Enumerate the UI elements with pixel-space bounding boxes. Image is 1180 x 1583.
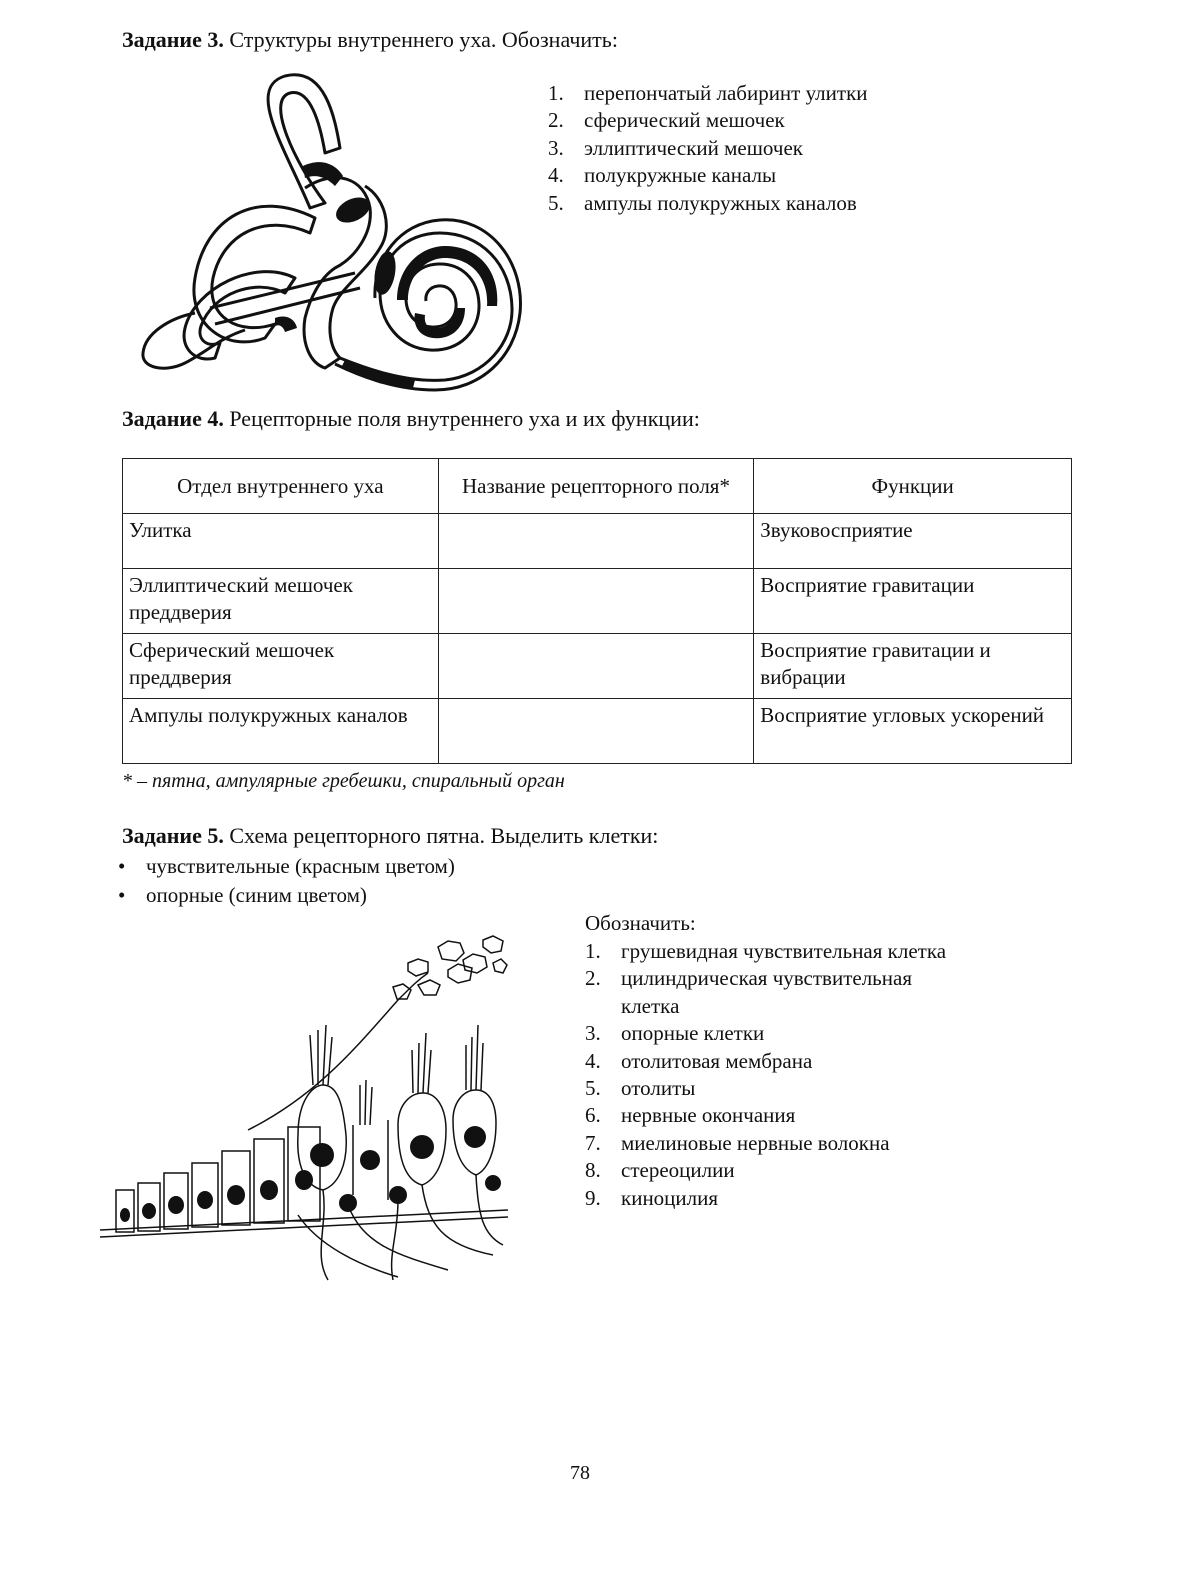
bullet-icon: • xyxy=(118,854,126,878)
table-cell-function: Восприятие гравитации xyxy=(754,569,1072,634)
list-item xyxy=(585,1020,1005,1047)
item-text: полукружные каналы xyxy=(584,163,777,188)
list-item xyxy=(585,938,1005,965)
item-number: 8. xyxy=(585,1158,601,1183)
table-cell-field-input[interactable] xyxy=(438,569,754,634)
page-number: 78 xyxy=(570,1462,590,1484)
item-text: отолитовая мембрана xyxy=(621,1048,813,1073)
bullet-text: опорные (синим цветом) xyxy=(146,883,367,907)
inner-ear-diagram xyxy=(135,68,520,388)
semicircular-canal-shape xyxy=(268,75,340,208)
task3-heading xyxy=(122,26,618,54)
hair-cell-nucleus xyxy=(310,1143,334,1167)
column-header: Название рецепторного поля* xyxy=(438,459,754,514)
bullet-icon: • xyxy=(118,883,126,907)
item-text: киноцилия xyxy=(621,1185,719,1210)
table-cell-section: Эллиптический мешочек преддверия xyxy=(123,569,439,634)
item-number: 2. xyxy=(548,108,564,133)
item-text: опорные клетки xyxy=(621,1021,765,1046)
list-item xyxy=(118,881,455,910)
table-row xyxy=(123,634,1072,699)
item-number: 5. xyxy=(585,1076,601,1101)
table-footnote: * – пятна, ампулярные гребешки, спиральный орган xyxy=(122,770,565,792)
item-number: 7. xyxy=(585,1130,601,1155)
item-number: 2. xyxy=(585,966,601,991)
task3-title: Структуры внутреннего уха. Обозначить: xyxy=(223,27,618,52)
list-item xyxy=(118,852,455,881)
item-number: 9. xyxy=(585,1185,601,1210)
item-text: эллиптический мешочек xyxy=(584,135,803,160)
list-item xyxy=(548,107,868,134)
list-item xyxy=(585,1075,1005,1102)
item-text: отолиты xyxy=(621,1076,696,1101)
table-row xyxy=(123,569,1072,634)
list-item xyxy=(585,1185,1005,1212)
table-cell-section: Улитка xyxy=(123,514,439,569)
list-item xyxy=(585,1048,1005,1075)
table-cell-function: Звуковосприятие xyxy=(754,514,1072,569)
task3-number: Задание 3. xyxy=(122,27,224,52)
column-header: Функции xyxy=(754,459,1072,514)
list-item xyxy=(585,965,1005,1020)
list-item xyxy=(548,80,868,107)
item-text: перепончатый лабиринт улитки xyxy=(584,81,868,105)
table-row xyxy=(123,514,1072,569)
item-number: 4. xyxy=(585,1048,601,1073)
task5-label-title: Обозначить: xyxy=(585,911,696,935)
receptor-spot-diagram xyxy=(98,925,508,1285)
table-cell-field-input[interactable] xyxy=(438,634,754,699)
receptor-fields-table xyxy=(122,458,1072,764)
item-number: 5. xyxy=(548,190,564,215)
task4-heading xyxy=(122,405,700,433)
item-text: нервные окончания xyxy=(621,1103,796,1128)
list-item xyxy=(548,135,868,162)
task3-label-list xyxy=(548,80,868,217)
task5-number: Задание 5. xyxy=(122,823,224,848)
item-text: ампулы полукружных каналов xyxy=(584,190,857,215)
otolithic-membrane-shape xyxy=(248,973,428,1130)
table-header-row xyxy=(123,459,1072,514)
task4-title: Рецепторные поля внутреннего уха и их функции: xyxy=(223,406,700,431)
item-number: 3. xyxy=(585,1021,601,1046)
item-number: 1. xyxy=(548,81,564,105)
item-text: грушевидная чувствительная клетка xyxy=(621,939,947,963)
list-item xyxy=(548,190,868,217)
task5-title: Схема рецепторного пятна. Выделить клетки: xyxy=(223,823,659,848)
list-item xyxy=(585,1130,1005,1157)
column-header: Отдел внутреннего уха xyxy=(123,459,439,514)
item-number: 6. xyxy=(585,1103,601,1128)
table-cell-field-input[interactable] xyxy=(438,699,754,764)
table-cell-section: Сферический мешочек преддверия xyxy=(123,634,439,699)
bullet-text: чувствительные (красным цветом) xyxy=(146,854,455,878)
table-cell-function: Восприятие гравитации и вибрации xyxy=(754,634,1072,699)
table-cell-section: Ампулы полукружных каналов xyxy=(123,699,439,764)
item-text: стереоцилии xyxy=(621,1158,735,1183)
task4-number: Задание 4. xyxy=(122,406,224,431)
item-number: 4. xyxy=(548,163,564,188)
task5-label-list xyxy=(585,938,1005,1212)
table-cell-function: Восприятие угловых ускорений xyxy=(754,699,1072,764)
list-item xyxy=(548,162,868,189)
list-item xyxy=(585,1157,1005,1184)
item-number: 3. xyxy=(548,135,564,160)
item-text: миелиновые нервные волокна xyxy=(621,1130,890,1155)
task5-heading xyxy=(122,822,658,850)
list-item xyxy=(585,1102,1005,1129)
table-row xyxy=(123,699,1072,764)
table-cell-field-input[interactable] xyxy=(438,514,754,569)
task5-bullet-list xyxy=(118,852,455,910)
item-text: цилиндрическая чувствительная клетка xyxy=(621,966,912,1018)
item-number: 1. xyxy=(585,939,601,963)
item-text: сферический мешочек xyxy=(584,108,785,133)
